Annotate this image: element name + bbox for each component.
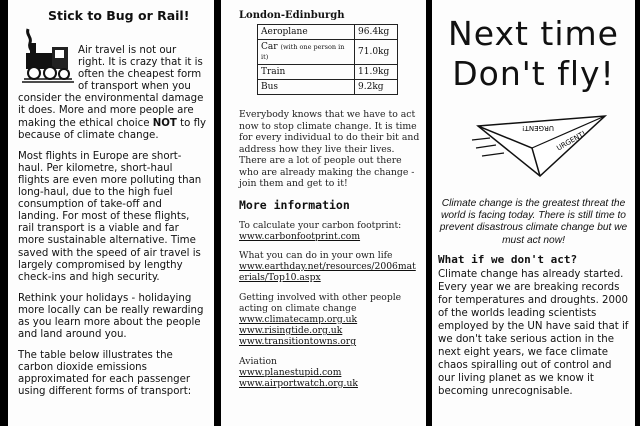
aviation-block: Aviation www.planestupid.com www.airportwatch.org.uk: [239, 356, 420, 390]
table-row: [258, 25, 398, 40]
holidays-paragraph: Rethink your holidays - holidaying more locally can be really rewarding as you learn more about the people and land around you.: [18, 292, 204, 341]
intro-paragraph: Air travel is not our right. It is crazy that it is often the cheapest form of transport when you consider the environmental damage it does. More and more people are making the ethical choice NOT to fly because of climate change.: [18, 45, 207, 141]
emission-value: 71.0kg: [355, 40, 398, 65]
table-intro-paragraph: The table below illustrates the carbon dioxide emissions approximated for each passenger using different forms of transport:: [18, 350, 192, 398]
more-information-heading: More information: [239, 197, 350, 212]
panel-title: Stick to Bug or Rail!: [48, 8, 190, 23]
airportwatch-link[interactable]: www.airportwatch.org.uk: [239, 377, 358, 389]
plane-stamp: URGENT!: [521, 124, 554, 132]
emission-value: 96.4kg: [355, 25, 398, 40]
emission-value: 9.2kg: [355, 80, 398, 95]
what-if-heading: What if we don't act?: [438, 252, 578, 266]
panel-rail: [8, 0, 214, 426]
table-row: [258, 65, 398, 80]
what-if-body: Climate change has already started. Every year we are breaking records for temperatures and droughts. 2000 of the worlds leading scientists employed by the UN have said that if we don't take serious action in the next eight years, we face climate chaos spiralling out of control and our living planet as we know it becoming unrecognisable.: [438, 268, 629, 397]
earthday-link[interactable]: www.earthday.net/resources/2006materials/Top10.aspx: [239, 261, 416, 284]
transport-mode: Train: [258, 65, 355, 80]
call-to-action-paragraph: Everybody knows that we have to act now to stop climate change. It is time for every individual to do their bit and address how they live their lives. There are a lot of people out there who are already making the change - join them and get to it!: [239, 109, 420, 189]
get-involved-block: Getting involved with other people acting on climate change www.climatecamp.org.uk www.risingtide.org.uk www.transitiontowns.org: [239, 292, 420, 348]
own-life-block: What you can do in your own life www.earthday.net/resources/2006materials/Top10.aspx: [239, 250, 420, 284]
short-haul-paragraph: Most flights in Europe are short-haul. Per kilometre, short-haul flights are even more polluting than long-haul, due to the high fuel consumption of take-off and landing. For most of these flights, rail transport is a viable and far more sustainable alternative. Time saved with the speed of air travel is largely compromised by lengthy check-ins and high security.: [18, 150, 202, 283]
carbon-footprint-block: To calculate your carbon footprint: www.carbonfootprint.com: [239, 220, 420, 242]
panel-info: [221, 0, 426, 426]
steam-train-icon: [22, 25, 74, 83]
transport-mode: Bus: [258, 80, 355, 95]
carbon-footprint-link[interactable]: www.carbonfootprint.com: [239, 230, 361, 242]
panel-next-time: [432, 0, 635, 426]
plane-stamp-side: URGENT!: [555, 129, 588, 153]
headline: Next time Don't fly!: [448, 14, 619, 93]
climatecamp-link[interactable]: www.climatecamp.org.uk: [239, 313, 358, 325]
urgent-message: Climate change is the greatest threat the world is facing today. There is still time to prevent disastrous climate change but we must act now!: [439, 198, 628, 246]
transport-mode: Aeroplane: [258, 25, 355, 40]
risingtide-link[interactable]: www.risingtide.org.uk: [239, 325, 343, 337]
transport-mode: Car (with one person in it): [258, 40, 355, 65]
table-row: [258, 80, 398, 95]
planestupid-link[interactable]: www.planestupid.com: [239, 366, 342, 378]
emissions-table: [257, 24, 398, 95]
paper-plane-icon: [470, 98, 610, 188]
route-heading: London-Edinburgh: [239, 10, 345, 21]
table-row: [258, 40, 398, 65]
emission-value: 11.9kg: [355, 65, 398, 80]
transitiontowns-link[interactable]: www.transitiontowns.org: [239, 336, 357, 348]
